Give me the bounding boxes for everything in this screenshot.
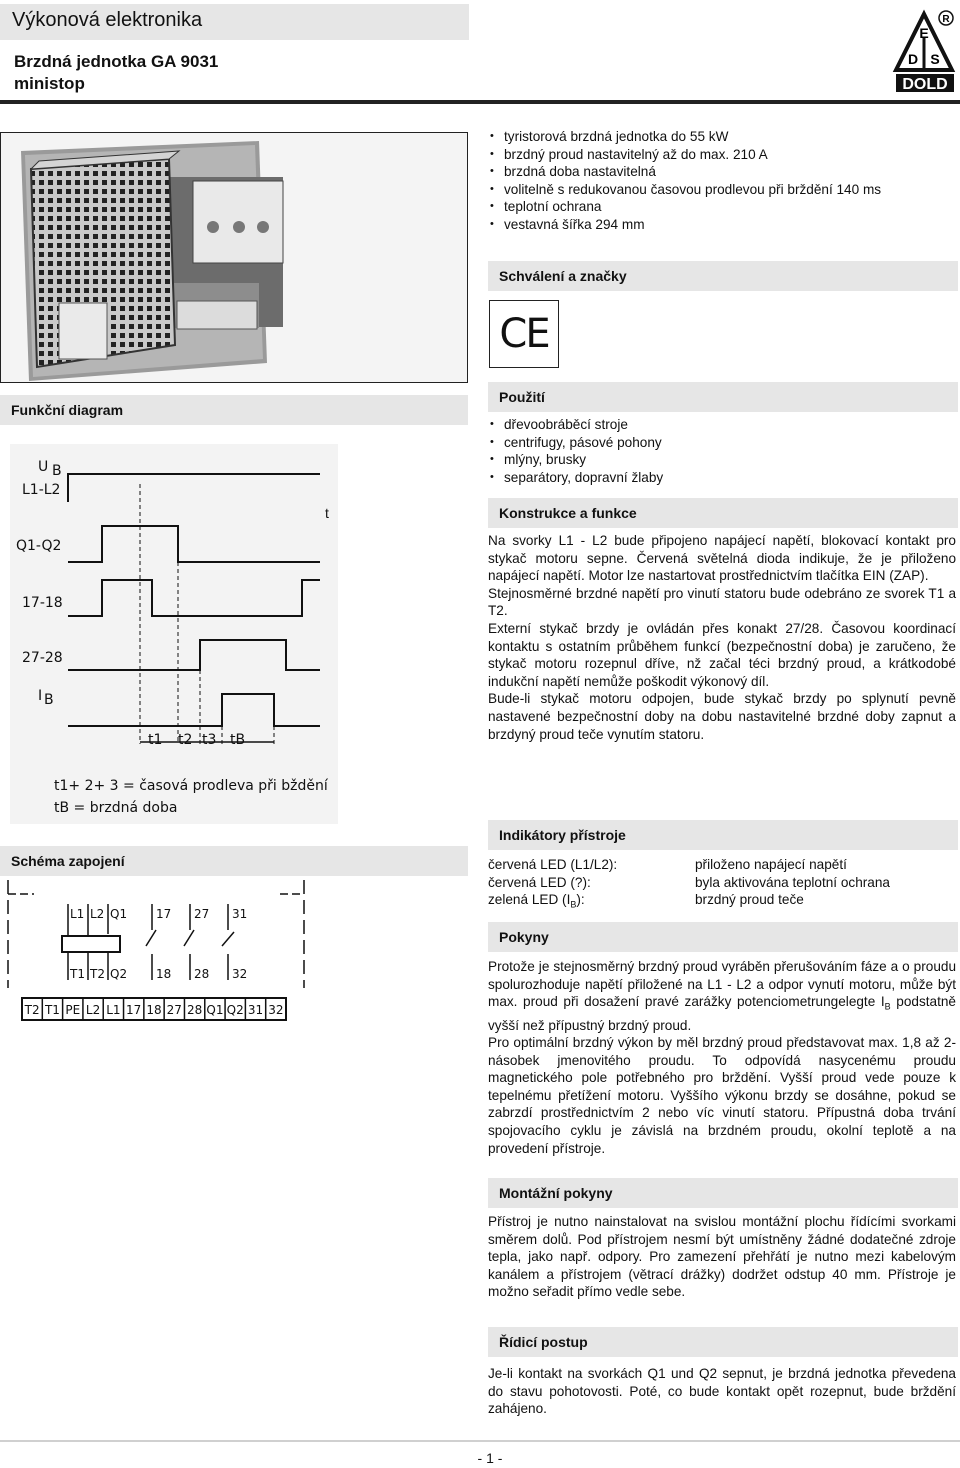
timing-legend-2: tB = brzdná doba bbox=[54, 800, 178, 816]
feature-item: • vestavná šířka 294 mm bbox=[488, 216, 948, 234]
feature-item: • brzdný proud nastavitelný až do max. 210 A bbox=[488, 146, 948, 164]
usage-list bbox=[488, 416, 948, 486]
signal-label-2728: 27-28 bbox=[22, 650, 63, 666]
construction-paragraph: Externí stykač brzdy je ovládán přes konakt 27/28. Časovou koordinací kontaktu s ostatním průběhem funkcí (bezpečnostní doba) je zaručeno, že stykač motoru rozepnul dříve, nž začal téci brzdný proud, a krátkodobé indukční napětí nemůže poškodit výkonový díl. bbox=[488, 620, 956, 689]
indicator-value: přiloženo napájecí napětí bbox=[695, 857, 847, 872]
feature-item: • teplotní ochrana bbox=[488, 198, 948, 216]
logo-letter-d: D bbox=[907, 51, 919, 67]
wiring-bottom-label: T2 bbox=[90, 967, 105, 981]
indicators-heading: Indikátory přístroje bbox=[488, 820, 958, 850]
dold-logo bbox=[892, 8, 956, 94]
indicator-row bbox=[488, 891, 956, 914]
wiring-top-label: Q1 bbox=[110, 907, 128, 921]
wiring-top-label: 27 bbox=[194, 907, 210, 921]
feature-item: • volitelně s redukovanou časovou prodlevou při brždění 140 ms bbox=[488, 181, 948, 199]
construction-paragraph: Na svorky L1 - L2 bude připojeno napájecí napětí, blokovací kontakt pro stykač motoru sepne. Červená světelná dioda indikuje, že je přiloženo napájecí napětí. Motor lze nastartovat prostřednictvím tlačítka EIN (ZAP). bbox=[488, 533, 956, 584]
construction-paragraph: Bude-li stykač motoru odpojen, bude stykač brzdy po splynutí pevně nastavené bezpečnostní doby na dobu nastavitelné brzdné doby zapnut a brzdyný proud teče vynutím statoru. bbox=[488, 691, 956, 742]
logo-registered-mark: R bbox=[942, 14, 950, 25]
terminal-label: 32 bbox=[268, 1003, 284, 1017]
construction-text bbox=[488, 532, 956, 743]
signal-label-i: I bbox=[38, 688, 43, 704]
indicator-label bbox=[488, 891, 695, 914]
wiring-bottom-label: Q2 bbox=[110, 967, 128, 981]
indicator-value: brzdný proud teče bbox=[695, 892, 804, 908]
time-label-t2: t2 bbox=[178, 732, 193, 748]
terminal-label: 27 bbox=[166, 1003, 182, 1017]
indicators-table bbox=[488, 856, 956, 915]
wiring-bottom-label: 18 bbox=[156, 967, 172, 981]
wiring-top-label: 31 bbox=[232, 907, 248, 921]
indicator-label-end: ): bbox=[576, 892, 585, 908]
indicator-row bbox=[488, 856, 956, 874]
approvals-heading: Schválení a značky bbox=[488, 261, 958, 291]
terminal-label: L2 bbox=[85, 1003, 101, 1017]
terminal-label: Q2 bbox=[226, 1003, 244, 1017]
usage-item: • mlýny, brusky bbox=[488, 451, 948, 469]
feature-item: • tyristorová brzdná jednotka do 55 kW bbox=[488, 128, 948, 146]
terminal-label: 31 bbox=[247, 1003, 264, 1017]
feature-item: • brzdná doba nastavitelná bbox=[488, 163, 948, 181]
time-label-t1: t1 bbox=[148, 732, 163, 748]
terminal-label: L1 bbox=[106, 1003, 121, 1017]
wiring-top-label: 17 bbox=[156, 907, 172, 921]
signal-label-l1l2: L1-L2 bbox=[22, 482, 61, 498]
notes-subscript: B bbox=[884, 1001, 891, 1012]
page-title: Výkonová elektronika bbox=[12, 9, 203, 31]
terminal-label: 17 bbox=[126, 1003, 142, 1017]
product-photo-frame bbox=[0, 132, 468, 383]
feature-list bbox=[488, 128, 948, 234]
logo-letter-s: S bbox=[930, 51, 940, 67]
construction-paragraph: Stejnosměrné brzdné napětí pro vinutí statoru bude odebráno ze svorek T1 a T2. bbox=[488, 585, 956, 619]
control-text: Je-li kontakt na svorkách Q1 und Q2 sepnut, je brzdná jednotka převedena do stavu pohotovosti. Poté, co bude kontakt opět rozepnut, bude brždění zahájeno. bbox=[488, 1366, 956, 1417]
signal-label-u: U bbox=[38, 459, 49, 475]
ce-mark-text: CE bbox=[499, 311, 549, 357]
indicator-label-sub: B bbox=[570, 899, 577, 910]
construction-heading: Konstrukce a funkce bbox=[488, 498, 958, 528]
notes-text bbox=[488, 958, 956, 1157]
time-label-tb: tB bbox=[230, 732, 246, 748]
indicator-value: byla aktivována teplotní ochrana bbox=[695, 874, 890, 890]
signal-label-1718: 17-18 bbox=[22, 595, 63, 611]
terminal-label: PE bbox=[65, 1003, 81, 1017]
notes-paragraph-text: Protože je stejnosměrný brzdný proud vyráběn přerušováním fáze a o proudu spolurozhoduje napětí přiložené na L1 - L2 a odpor vynutí motoru, může být max. proud při dosažení pravé zarážky potenciometrungelegte I bbox=[488, 959, 956, 1010]
product-photo bbox=[1, 133, 468, 383]
timing-legend-1: t1+ 2+ 3 = časová prodleva při bždění bbox=[54, 778, 328, 794]
wiring-heading: Schéma zapojení bbox=[0, 846, 468, 876]
indicator-label: červená LED (L1/L2): bbox=[488, 857, 618, 872]
logo-letter-e: E bbox=[919, 25, 929, 41]
mounting-heading: Montážní pokyny bbox=[488, 1178, 958, 1208]
terminal-label: 18 bbox=[146, 1003, 162, 1017]
wiring-diagram bbox=[0, 880, 468, 1030]
footer-rule bbox=[0, 1440, 960, 1442]
usage-item: • separátory, dopravní žlaby bbox=[488, 469, 948, 487]
indicator-row bbox=[488, 874, 956, 892]
page-number: - 1 - bbox=[477, 1450, 503, 1466]
wiring-top-label: L2 bbox=[90, 907, 105, 921]
signal-label-u-sub: B bbox=[52, 463, 62, 479]
terminal-label: Q1 bbox=[206, 1003, 224, 1017]
terminal-label: T2 bbox=[24, 1003, 40, 1017]
signal-label-i-sub: B bbox=[44, 692, 54, 708]
wiring-top-label: L1 bbox=[70, 907, 85, 921]
wiring-bottom-label: T1 bbox=[70, 967, 85, 981]
usage-heading: Použití bbox=[488, 382, 958, 412]
notes-paragraph: Pro optimální brzdný výkon by měl brzdný proud představovat max. 1,8 až 2-násobek jmenovitého proudu. To odpovídá nasycenému proudu magnetického pole potřebného pro brždění. Vyšší proud vede pouze k tepelnému přetížení motoru. Vyššího výkonu brzdy se dosáhne, pokud se zabrzdí prostřednictvím 2 nebo víc vinutí statoru. Přípustná doba trvání spojovacího cyklu je závislá na brzdném proudu, okolní teplotě a na provedení přístroje. bbox=[488, 1035, 956, 1156]
usage-item: • centrifugy, pásové pohony bbox=[488, 434, 948, 452]
wiring-bottom-label: 28 bbox=[194, 967, 210, 981]
functional-diagram-heading: Funkční diagram bbox=[0, 395, 468, 425]
product-name: Brzdná jednotka GA 9031 bbox=[14, 52, 219, 71]
product-variant: ministop bbox=[14, 74, 85, 93]
ce-mark bbox=[489, 300, 559, 368]
header-rule bbox=[0, 100, 960, 104]
timing-diagram bbox=[10, 444, 340, 826]
logo-wordmark: DOLD bbox=[902, 76, 948, 93]
control-heading: Řídicí postup bbox=[488, 1327, 958, 1357]
wiring-bottom-label: 32 bbox=[232, 967, 248, 981]
signal-label-q1q2: Q1-Q2 bbox=[16, 538, 62, 554]
notes-paragraph bbox=[488, 958, 956, 1034]
indicator-label: červená LED (?): bbox=[488, 874, 591, 890]
time-label-t3: t3 bbox=[202, 732, 217, 748]
mounting-text: Přístroj je nutno nainstalovat na svislou montážní plochu řídícími svorkami směrem dolů. Pod přístrojem nesmí být umístněny žádné dodatečné zdroje tepla, jako např. odpory. Pro zamezení přehřátí je nutno mezi kabelovým kanálem a přístrojem (větrací drážky) dodržet odstup 40 mm. Přístroje je možno seřadit přímo vedle sebe. bbox=[488, 1214, 956, 1300]
indicator-label-text: zelená LED (I bbox=[488, 892, 571, 908]
notes-paragraph-end: podstatně vyšší než přípustný brzdný proud. bbox=[488, 994, 956, 1033]
notes-heading: Pokyny bbox=[488, 922, 958, 952]
usage-item: • dřevoobráběcí stroje bbox=[488, 416, 948, 434]
terminal-label: T1 bbox=[44, 1003, 60, 1017]
terminal-label: 28 bbox=[186, 1003, 203, 1017]
time-axis-label: t bbox=[325, 505, 329, 521]
